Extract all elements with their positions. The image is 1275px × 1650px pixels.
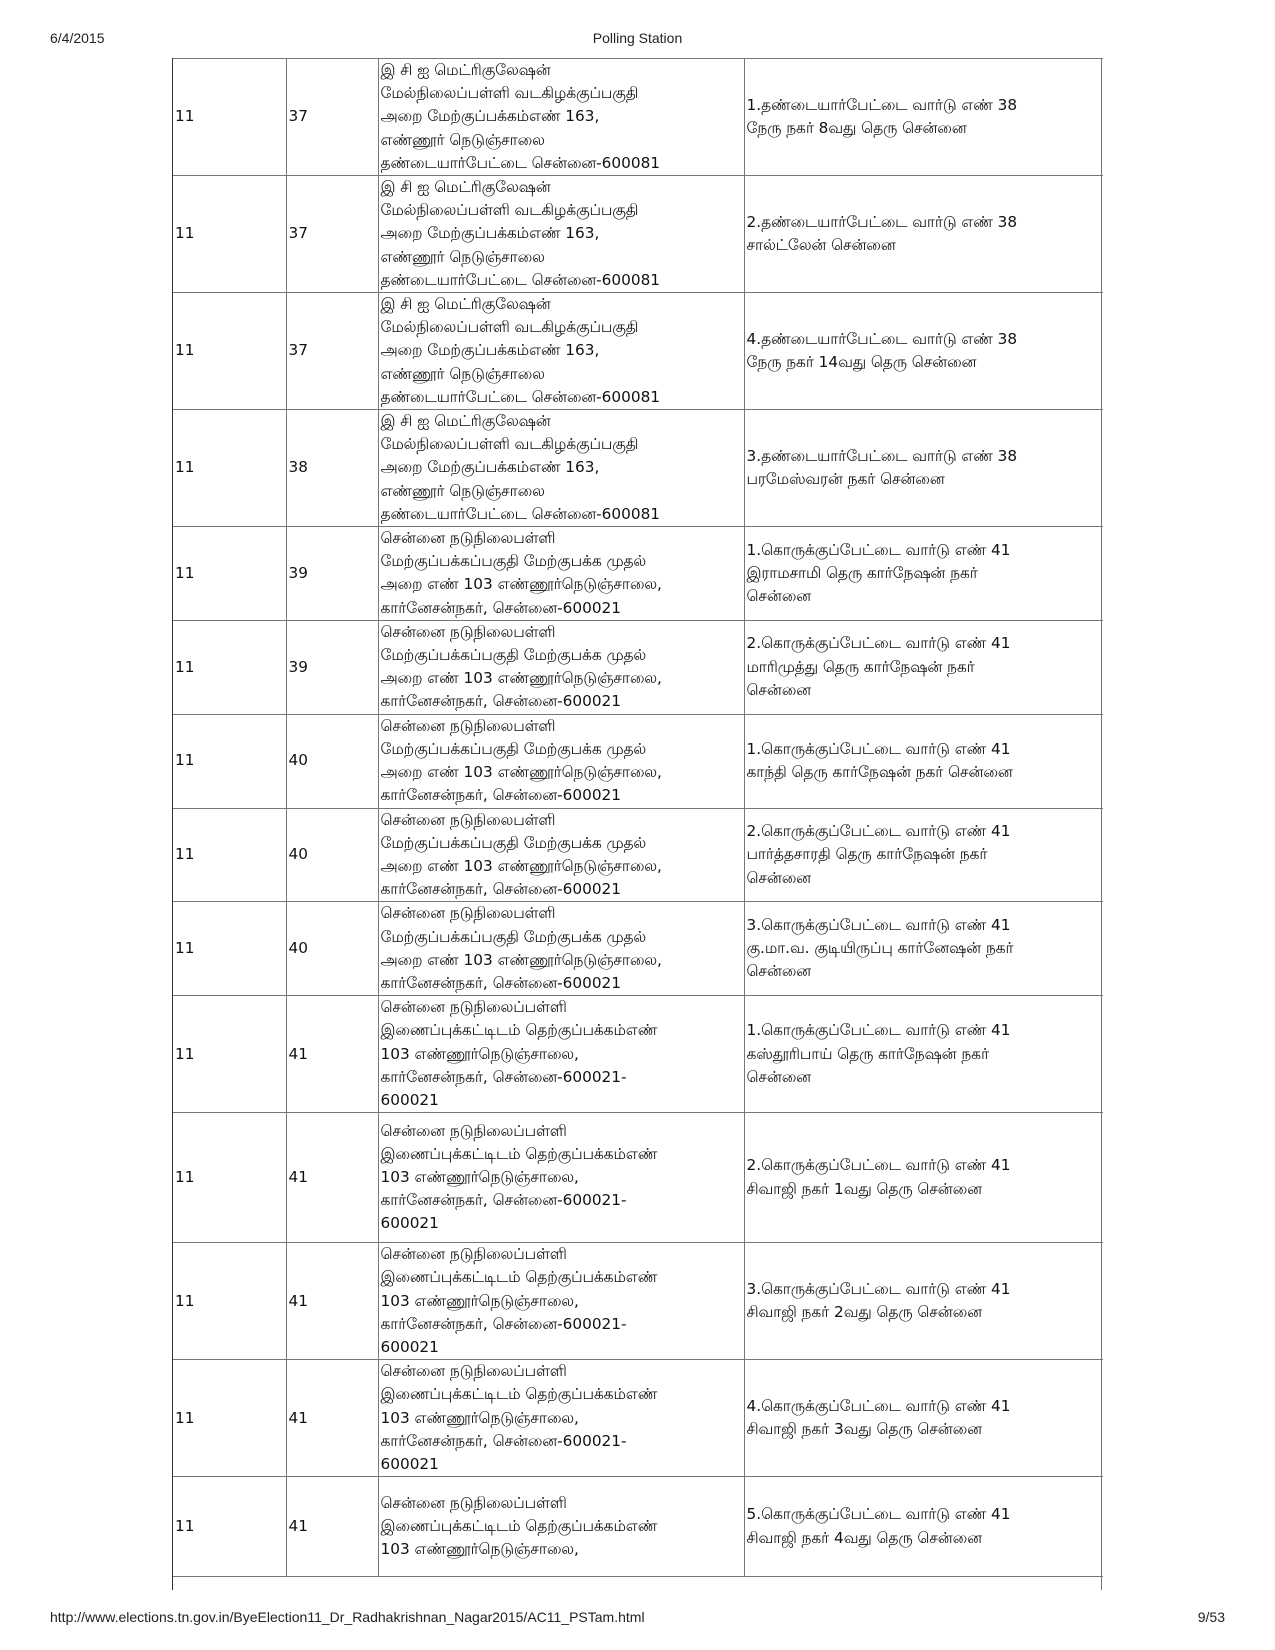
print-date: 6/4/2015 (50, 30, 105, 46)
assembly-constituency-number: 11 (173, 1243, 286, 1360)
polling-station-number: 37 (286, 176, 378, 293)
address-line: எண்ணூர் நெடுஞ்சாலை (380, 130, 545, 149)
polling-station-address (378, 293, 744, 410)
polling-station-address (378, 527, 744, 621)
polling-station-address (378, 176, 744, 293)
address-line: 600021 (380, 1214, 439, 1233)
address-line: சென்னை நடுநிலைபள்ளி (380, 716, 556, 735)
assembly-constituency-number: 11 (173, 620, 286, 714)
polling-station-address (378, 808, 744, 902)
area-line: 3.கொருக்குப்பேட்டை வார்டு எண் 41 (746, 915, 1011, 934)
polling-area (744, 59, 1103, 176)
area-line: 2.தண்டையார்பேட்டை வார்டு எண் 38 (746, 212, 1018, 231)
address-line: மேற்குப்பக்கப்பகுதி மேற்குபக்க முதல் (380, 927, 647, 946)
polling-area (744, 527, 1103, 621)
area-line: சிவாஜி நகர் 1வது தெரு சென்னை (746, 1179, 982, 1198)
address-line: கார்னேசன்நகர், சென்னை-600021 (380, 786, 622, 805)
polling-area (744, 410, 1103, 527)
polling-area (744, 293, 1103, 410)
address-line: 103 எண்ணூர்நெடுஞ்சாலை, (380, 1408, 579, 1427)
area-line: சென்னை (746, 868, 812, 887)
polling-station-address (378, 714, 744, 808)
address-line: அறை எண் 103 எண்ணூர்நெடுஞ்சாலை, (380, 950, 662, 969)
address-line: தண்டையார்பேட்டை சென்னை-600081 (380, 270, 661, 289)
polling-station-address (378, 620, 744, 714)
polling-station-address (378, 59, 744, 176)
area-line: நேரு நகர் 8வது தெரு சென்னை (746, 119, 967, 137)
polling-area (744, 176, 1103, 293)
address-line: இணைப்புக்கட்டிடம் தெற்குப்பக்கம்எண் (380, 1021, 658, 1040)
polling-station-number: 38 (286, 410, 378, 527)
table-row (173, 59, 1103, 176)
address-line: இ சி ஐ மெட்ரிகுலேஷன் (380, 295, 551, 314)
area-line: நேரு நகர் 14வது தெரு சென்னை (746, 353, 977, 372)
address-line: இ சி ஐ மெட்ரிகுலேஷன் (380, 412, 551, 431)
polling-station-address (378, 410, 744, 527)
assembly-constituency-number: 11 (173, 902, 286, 996)
address-line: எண்ணூர் நெடுஞ்சாலை (380, 247, 545, 266)
area-line: 4.கொருக்குப்பேட்டை வார்டு எண் 41 (746, 1396, 1011, 1415)
area-line: 3.தண்டையார்பேட்டை வார்டு எண் 38 (746, 446, 1018, 465)
address-line: தண்டையார்பேட்டை சென்னை-600081 (380, 153, 661, 172)
polling-area (744, 808, 1103, 902)
area-line: 1.கொருக்குப்பேட்டை வார்டு எண் 41 (746, 1021, 1011, 1040)
address-line: இணைப்புக்கட்டிடம் தெற்குப்பக்கம்எண் (380, 1517, 658, 1536)
assembly-constituency-number: 11 (173, 1477, 286, 1577)
address-line: மேல்நிலைப்பள்ளி வடகிழக்குப்பகுதி (380, 84, 639, 103)
address-line: இணைப்புக்கட்டிடம் தெற்குப்பக்கம்எண் (380, 1268, 658, 1287)
table-row (173, 176, 1103, 293)
address-line: மேற்குப்பக்கப்பகுதி மேற்குபக்க முதல் (380, 646, 647, 665)
address-line: கார்னேசன்நகர், சென்னை-600021- (380, 1314, 627, 1333)
area-line: 5.கொருக்குப்பேட்டை வார்டு எண் 41 (746, 1505, 1011, 1524)
address-line: 103 எண்ணூர்நெடுஞ்சாலை, (380, 1291, 579, 1310)
polling-station-number: 41 (286, 996, 378, 1113)
page-title: Polling Station (592, 30, 683, 46)
polling-station-number: 40 (286, 808, 378, 902)
polling-area (744, 714, 1103, 808)
polling-station-number: 37 (286, 59, 378, 176)
address-line: மேற்குப்பக்கப்பகுதி மேற்குபக்க முதல் (380, 739, 647, 758)
address-line: கார்னேசன்நகர், சென்னை-600021- (380, 1067, 627, 1086)
table-body (173, 59, 1103, 1577)
address-line: அறை மேற்குப்பக்கம்எண் 163, (380, 107, 600, 126)
area-line: 4.தண்டையார்பேட்டை வார்டு எண் 38 (746, 329, 1018, 348)
table-row (173, 620, 1103, 714)
area-line: 1.தண்டையார்பேட்டை வார்டு எண் 38 (746, 95, 1018, 114)
address-line: தண்டையார்பேட்டை சென்னை-600081 (380, 387, 661, 406)
address-line: சென்னை நடுநிலைப்பள்ளி (380, 1362, 567, 1381)
area-line: 1.கொருக்குப்பேட்டை வார்டு எண் 41 (746, 540, 1011, 559)
table-row (173, 996, 1103, 1113)
polling-area (744, 1113, 1103, 1243)
address-line: இ சி ஐ மெட்ரிகுலேஷன் (380, 61, 551, 79)
address-line: இ சி ஐ மெட்ரிகுலேஷன் (380, 178, 551, 197)
address-line: 103 எண்ணூர்நெடுஞ்சாலை, (380, 1168, 579, 1187)
area-line: 1.கொருக்குப்பேட்டை வார்டு எண் 41 (746, 739, 1011, 758)
address-line: சென்னை நடுநிலைபள்ளி (380, 622, 556, 641)
table-row (173, 808, 1103, 902)
address-line: மேல்நிலைப்பள்ளி வடகிழக்குப்பகுதி (380, 201, 639, 220)
assembly-constituency-number: 11 (173, 714, 286, 808)
area-line: 2.கொருக்குப்பேட்டை வார்டு எண் 41 (746, 1156, 1011, 1175)
address-line: அறை மேற்குப்பக்கம்எண் 163, (380, 341, 600, 360)
polling-station-number: 39 (286, 527, 378, 621)
address-line: கார்னேசன்நகர், சென்னை-600021- (380, 1191, 627, 1210)
area-line: சிவாஜி நகர் 2வது தெரு சென்னை (746, 1303, 982, 1322)
address-line: எண்ணூர் நெடுஞ்சாலை (380, 364, 545, 383)
area-line: சென்னை (746, 962, 812, 981)
address-line: எண்ணூர் நெடுஞ்சாலை (380, 481, 545, 500)
address-line: சென்னை நடுநிலைபள்ளி (380, 904, 556, 923)
polling-area (744, 1477, 1103, 1577)
address-line: 103 எண்ணூர்நெடுஞ்சாலை, (380, 1540, 579, 1559)
source-url[interactable]: http://www.elections.tn.gov.in/ByeElection11_Dr_Radhakrishnan_Nagar2015/AC11_PSTam.html (50, 1609, 645, 1625)
polling-area (744, 620, 1103, 714)
address-line: அறை எண் 103 எண்ணூர்நெடுஞ்சாலை, (380, 763, 662, 782)
polling-station-table (173, 58, 1103, 1577)
polling-station-address (378, 902, 744, 996)
address-line: இணைப்புக்கட்டிடம் தெற்குப்பக்கம்எண் (380, 1144, 658, 1163)
polling-station-number: 37 (286, 293, 378, 410)
page-number: 9/53 (1197, 1609, 1225, 1625)
polling-area (744, 1243, 1103, 1360)
area-line: கஸ்தூரிபாய் தெரு கார்நேஷன் நகர் (746, 1044, 989, 1063)
area-line: இராமசாமி தெரு கார்நேஷன் நகர் (746, 563, 978, 582)
table-row (173, 293, 1103, 410)
assembly-constituency-number: 11 (173, 293, 286, 410)
area-line: 2.கொருக்குப்பேட்டை வார்டு எண் 41 (746, 634, 1011, 653)
address-line: சென்னை நடுநிலைப்பள்ளி (380, 1493, 567, 1512)
assembly-constituency-number: 11 (173, 1360, 286, 1477)
address-line: அறை எண் 103 எண்ணூர்நெடுஞ்சாலை, (380, 669, 662, 688)
polling-station-table-container (172, 58, 1103, 1590)
address-line: மேற்குப்பக்கப்பகுதி மேற்குபக்க முதல் (380, 552, 647, 571)
table-row (173, 527, 1103, 621)
assembly-constituency-number: 11 (173, 59, 286, 176)
address-line: அறை மேற்குப்பக்கம்எண் 163, (380, 224, 600, 243)
polling-station-address (378, 1113, 744, 1243)
address-line: கார்னேசன்நகர், சென்னை-600021 (380, 973, 622, 992)
assembly-constituency-number: 11 (173, 176, 286, 293)
polling-area (744, 1360, 1103, 1477)
polling-station-number: 39 (286, 620, 378, 714)
address-line: சென்னை நடுநிலைபள்ளி (380, 810, 556, 829)
area-line: சென்னை (746, 680, 812, 699)
area-line: பார்த்தசாரதி தெரு கார்நேஷன் நகர் (746, 845, 988, 864)
address-line: கார்னேசன்நகர், சென்னை-600021- (380, 1431, 627, 1450)
address-line: கார்னேசன்நகர், சென்னை-600021 (380, 692, 622, 711)
address-line: அறை எண் 103 எண்ணூர்நெடுஞ்சாலை, (380, 575, 662, 594)
area-line: சென்னை (746, 587, 812, 606)
polling-area (744, 902, 1103, 996)
polling-station-number: 40 (286, 714, 378, 808)
polling-station-address (378, 996, 744, 1113)
table-row (173, 714, 1103, 808)
address-line: 600021 (380, 1337, 439, 1356)
area-line: காந்தி தெரு கார்நேஷன் நகர் சென்னை (746, 763, 1013, 782)
area-line: மாரிமுத்து தெரு கார்நேஷன் நகர் (746, 657, 975, 676)
address-line: சென்னை நடுநிலைப்பள்ளி (380, 1121, 567, 1140)
address-line: அறை எண் 103 எண்ணூர்நெடுஞ்சாலை, (380, 856, 662, 875)
assembly-constituency-number: 11 (173, 1113, 286, 1243)
polling-station-address (378, 1477, 744, 1577)
polling-station-address (378, 1243, 744, 1360)
area-line: சிவாஜி நகர் 3வது தெரு சென்னை (746, 1420, 982, 1439)
address-line: 103 எண்ணூர்நெடுஞ்சாலை, (380, 1044, 579, 1063)
assembly-constituency-number: 11 (173, 410, 286, 527)
table-row (173, 1243, 1103, 1360)
area-line: சிவாஜி நகர் 4வது தெரு சென்னை (746, 1528, 982, 1547)
address-line: மேல்நிலைப்பள்ளி வடகிழக்குப்பகுதி (380, 318, 639, 337)
address-line: மேல்நிலைப்பள்ளி வடகிழக்குப்பகுதி (380, 435, 639, 454)
area-line: பரமேஸ்வரன் நகர் சென்னை (746, 470, 945, 489)
polling-station-number: 41 (286, 1360, 378, 1477)
address-line: சென்னை நடுநிலைப்பள்ளி (380, 998, 567, 1017)
address-line: கார்னேசன்நகர், சென்னை-600021 (380, 598, 622, 617)
assembly-constituency-number: 11 (173, 527, 286, 621)
address-line: தண்டையார்பேட்டை சென்னை-600081 (380, 504, 661, 523)
area-line: 3.கொருக்குப்பேட்டை வார்டு எண் 41 (746, 1279, 1011, 1298)
polling-station-address (378, 1360, 744, 1477)
address-line: அறை மேற்குப்பக்கம்எண் 163, (380, 458, 600, 477)
assembly-constituency-number: 11 (173, 808, 286, 902)
table-row (173, 1477, 1103, 1577)
address-line: சென்னை நடுநிலைபள்ளி (380, 529, 556, 548)
area-line: சால்ட்லேன் சென்னை (746, 236, 896, 255)
table-right-border (1101, 58, 1102, 1590)
address-line: இணைப்புக்கட்டிடம் தெற்குப்பக்கம்எண் (380, 1385, 658, 1404)
table-row (173, 410, 1103, 527)
address-line: 600021 (380, 1090, 439, 1109)
polling-station-number: 41 (286, 1243, 378, 1360)
address-line: மேற்குப்பக்கப்பகுதி மேற்குபக்க முதல் (380, 833, 647, 852)
address-line: கார்னேசன்நகர், சென்னை-600021 (380, 880, 622, 899)
area-line: கு.மா.வ. குடியிருப்பு கார்னேஷன் நகர் (746, 939, 1014, 958)
assembly-constituency-number: 11 (173, 996, 286, 1113)
polling-area (744, 996, 1103, 1113)
address-line: சென்னை நடுநிலைப்பள்ளி (380, 1245, 567, 1264)
polling-station-number: 41 (286, 1113, 378, 1243)
area-line: 2.கொருக்குப்பேட்டை வார்டு எண் 41 (746, 822, 1011, 841)
polling-station-number: 41 (286, 1477, 378, 1577)
polling-station-number: 40 (286, 902, 378, 996)
area-line: சென்னை (746, 1067, 812, 1086)
address-line: 600021 (380, 1454, 439, 1473)
table-row (173, 1113, 1103, 1243)
table-row (173, 1360, 1103, 1477)
table-row (173, 902, 1103, 996)
